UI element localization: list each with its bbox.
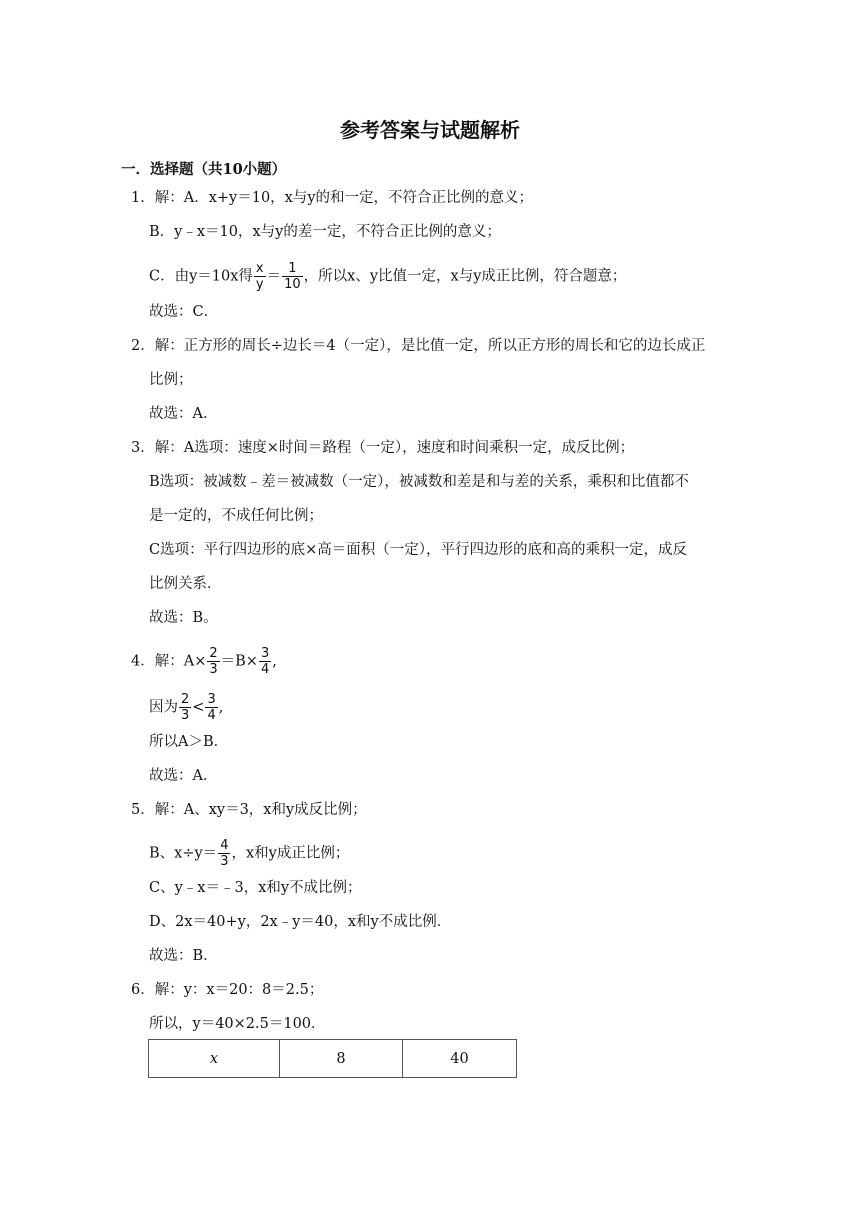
q4-f1-num: 2 xyxy=(209,646,218,661)
q4-line2 xyxy=(149,692,223,723)
q1-line3-pre: C．由y＝10x得 xyxy=(149,268,253,285)
q1-frac1-den: y xyxy=(255,277,264,292)
q6-table xyxy=(148,1039,517,1078)
q1-fraction-xy xyxy=(254,261,266,292)
q1-line2: B．y﹣x＝10，x与y的差一定，不符合正比例的意义； xyxy=(149,224,501,240)
table-cell-8: 8 xyxy=(280,1040,403,1078)
table-cell-x: x xyxy=(149,1040,280,1078)
q4-line2-post: , xyxy=(218,699,224,716)
q4-fraction-3-4-a xyxy=(259,646,271,677)
q4-line3: 所以A＞B． xyxy=(149,734,229,750)
q1-line3-post: ，所以x、y比值一定，x与y成正比例，符合题意； xyxy=(303,268,627,285)
q4-f3-den: 3 xyxy=(181,708,190,723)
q4-answer: 故选：A． xyxy=(149,768,218,784)
q4-line2-pre: 因为 xyxy=(149,699,178,716)
q1-line3 xyxy=(149,261,626,292)
q5-answer: 故选：B． xyxy=(149,948,218,964)
q4-f3-num: 2 xyxy=(181,692,190,707)
q5-line2-pre: B、x÷y＝ xyxy=(149,845,218,862)
q2-line2: 比例； xyxy=(149,372,193,388)
q4-line1-pre: 4．解：A× xyxy=(131,653,207,670)
q5-fraction-4-3 xyxy=(218,838,230,869)
q4-line1 xyxy=(131,646,277,677)
q1-answer: 故选：C． xyxy=(149,304,219,320)
q4-fraction-3-4-b xyxy=(205,692,217,723)
q4-f4-num: 3 xyxy=(207,692,216,707)
q2-answer: 故选：A． xyxy=(149,406,218,422)
q1-frac1-num: x xyxy=(255,261,264,276)
q3-answer: 故选：B。 xyxy=(149,610,218,626)
table-row xyxy=(149,1040,517,1078)
q1-line1: 1．解：A．x+y＝10，x与y的和一定，不符合正比例的意义； xyxy=(131,190,534,206)
q3-line1: 3．解：A选项：速度×时间＝路程（一定），速度和时间乘积一定，成反比例； xyxy=(131,440,635,456)
q6-line2: 所以，y＝40×2.5＝100． xyxy=(149,1016,326,1032)
q3-line4: C选项：平行四边形的底×高＝面积（一定），平行四边形的底和高的乘积一定，成反 xyxy=(149,542,687,558)
table-cell-40: 40 xyxy=(403,1040,517,1078)
q5-line3: C、y﹣x＝﹣3，x和y不成比例； xyxy=(149,880,362,896)
q5-line1: 5．解：A、xy＝3，x和y成反比例； xyxy=(131,802,367,818)
q5-line2 xyxy=(149,838,349,869)
q3-line3: 是一定的，不成任何比例； xyxy=(149,508,323,524)
q2-line1: 2．解：正方形的周长÷边长＝4（一定），是比值一定，所以正方形的周长和它的边长成正 xyxy=(131,338,706,354)
q5-f-num: 4 xyxy=(220,838,229,853)
q4-fraction-2-3-a xyxy=(207,646,219,677)
q4-f2-num: 3 xyxy=(260,646,270,661)
q4-f1-den: 3 xyxy=(209,662,218,677)
q4-f4-den: 4 xyxy=(207,708,216,723)
q3-line2: B选项：被减数﹣差＝被减数（一定），被减数和差是和与差的关系，乘积和比值都不 xyxy=(149,474,689,490)
section-heading: 一．选择题（共10小题） xyxy=(121,161,287,178)
q4-line1-mid: ＝B× xyxy=(220,653,258,670)
q1-frac2-num: 1 xyxy=(282,261,303,277)
page-title: 参考答案与试题解析 xyxy=(340,118,520,142)
q5-line2-post: ，x和y成正比例； xyxy=(231,845,350,862)
q3-line5: 比例关系． xyxy=(149,576,222,592)
q6-line1: 6．解：y：x＝20：8＝2.5； xyxy=(131,982,324,998)
q1-eq: ＝ xyxy=(266,268,282,285)
q1-frac2-den: 10 xyxy=(284,277,301,292)
q5-line4: D、2x＝40+y，2x﹣y＝40，x和y不成比例． xyxy=(149,914,452,930)
q4-line1-post: , xyxy=(272,653,277,670)
q4-fraction-2-3-b xyxy=(179,692,191,723)
q1-fraction-1-10 xyxy=(282,261,303,292)
q4-line2-mid: < xyxy=(192,699,205,716)
q4-f2-den: 4 xyxy=(260,662,270,677)
q5-f-den: 3 xyxy=(220,854,229,869)
